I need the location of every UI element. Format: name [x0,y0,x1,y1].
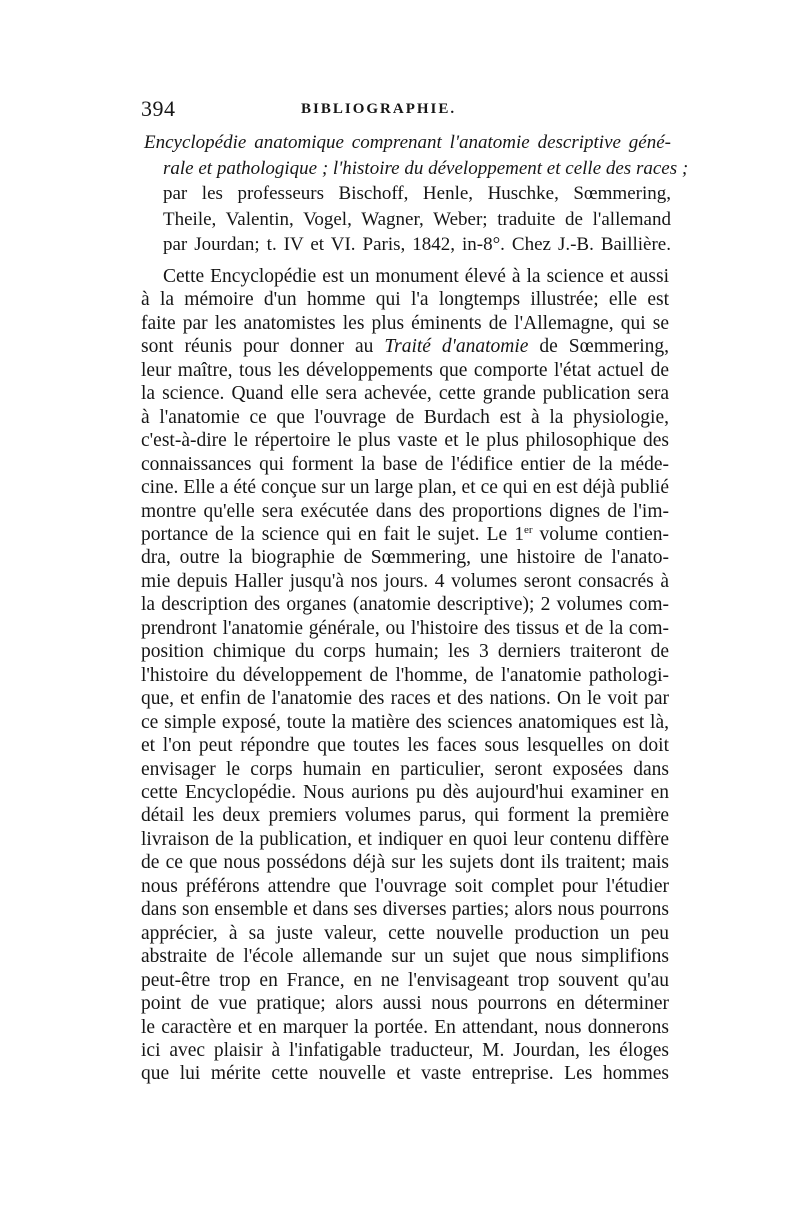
text-line: la science. Quand elle sera achevée, cette grande publication sera [141,383,669,405]
citation-title-line-2: rale et pathologique ; l'histoire du développement et celle des races ; [163,157,689,179]
text-line: le caractère et en marquer la portée. En attendant, nous donnerons [141,1016,669,1038]
text-segment: portance de la science qui en fait le sujet. Le 1 [141,523,524,545]
text-line: et l'on peut répondre que toutes les faces sous lesquelles on doit [141,735,669,757]
text-segment: volume contien- [532,523,669,545]
text-line: faite par les anatomistes les plus éminents de l'Allemagne, qui se [141,312,669,334]
text-line: montre qu'elle sera exécutée dans des proportions dignes de l'im- [141,500,669,522]
text-line: dra, outre la biographie de Sœmmering, une histoire de l'anato- [141,547,669,569]
text-line: cette Encyclopédie. Nous aurions pu dès aujourd'hui examiner en [141,781,669,803]
text-line: envisager le corps humain en particulier, seront exposées dans [141,758,669,780]
text-segment: de Sœmmering, [528,336,670,358]
text-line: de ce que nous possédons déjà sur les sujets dont ils traitent; mais [141,852,669,874]
ordinal-superscript: er [523,523,533,536]
citation-authors-line-1: par les professeurs Bischoff, Henle, Huschke, Sœmmering, [163,183,671,204]
text-line: Cette Encyclopédie est un monument élevé à la science et aussi [163,266,669,287]
text-line: point de vue pratique; alors aussi nous pourrons en déterminer [141,993,669,1015]
text-line: prendront l'anatomie générale, ou l'histoire des tissus et de la com- [141,617,669,639]
text-line: leur maître, tous les développements que comporte l'état actuel de [141,359,669,381]
text-line: que lui mérite cette nouvelle et vaste entreprise. Les hommes [141,1063,669,1085]
bibliographic-citation [141,130,689,258]
text-line [141,523,669,546]
citation-authors-line-2: Theile, Valentin, Vogel, Wagner, Weber; traduite de l'allemand [163,208,671,230]
text-line: c'est-à-dire le répertoire le plus vaste et le plus philosophique des [141,430,669,452]
text-line: connaissances qui forment la base de l'édifice entier de la méde- [141,453,669,475]
text-line: peut-être trop en France, en ne l'envisageant trop souvent qu'au [141,969,669,991]
text-line: que, et enfin de l'anatomie des races et des nations. On le voit par [141,688,669,710]
text-line: à la mémoire d'un homme qui l'a longtemps illustrée; elle est [141,289,669,311]
text-line: ce simple exposé, toute la matière des sciences anatomiques est là, [141,711,669,733]
book-title-italic: Traité d'anatomie [384,336,529,358]
text-segment: sont réunis pour donner au [141,336,385,358]
text-line: livraison de la publication, et indiquer en quoi leur contenu diffère [141,828,669,850]
text-line: apprécier, à sa juste valeur, cette nouvelle production un peu [141,922,669,944]
running-head: BIBLIOGRAPHIE. [301,101,457,117]
citation-publication-line: par Jourdan; t. IV et VI. Paris, 1842, in-8°. Chez J.-B. Baillière. [163,234,671,255]
text-line: cine. Elle a été conçue sur un large plan, et ce qui en est déjà publié [141,477,669,499]
text-line: position chimique du corps humain; les 3 derniers traiteront de [141,641,669,663]
text-line: l'histoire du développement de l'homme, de l'anatomie pathologi- [141,664,669,686]
text-line: la description des organes (anatomie descriptive); 2 volumes com- [141,594,669,616]
review-paragraph [141,265,669,1086]
page-number: 394 [141,96,176,121]
text-line: détail les deux premiers volumes parus, qui forment la première [141,805,669,827]
text-line: ici avec plaisir à l'infatigable traducteur, M. Jourdan, les éloges [141,1039,669,1061]
text-line [141,335,669,358]
text-line: dans son ensemble et dans ses diverses parties; alors nous pourrons [141,899,669,921]
citation-title-line-1: Encyclopédie anatomique comprenant l'anatomie descriptive géné- [144,132,671,153]
text-line: mie depuis Haller jusqu'à nos jours. 4 volumes seront consacrés à [141,570,669,592]
text-line: nous préférons attendre que l'ouvrage soit complet pour l'étudier [141,875,669,897]
text-line: à l'anatomie ce que l'ouvrage de Burdach est à la physiologie, [141,406,669,428]
page-header [141,96,667,126]
text-line: abstraite de l'école allemande sur un sujet que nous simplifions [141,946,669,968]
